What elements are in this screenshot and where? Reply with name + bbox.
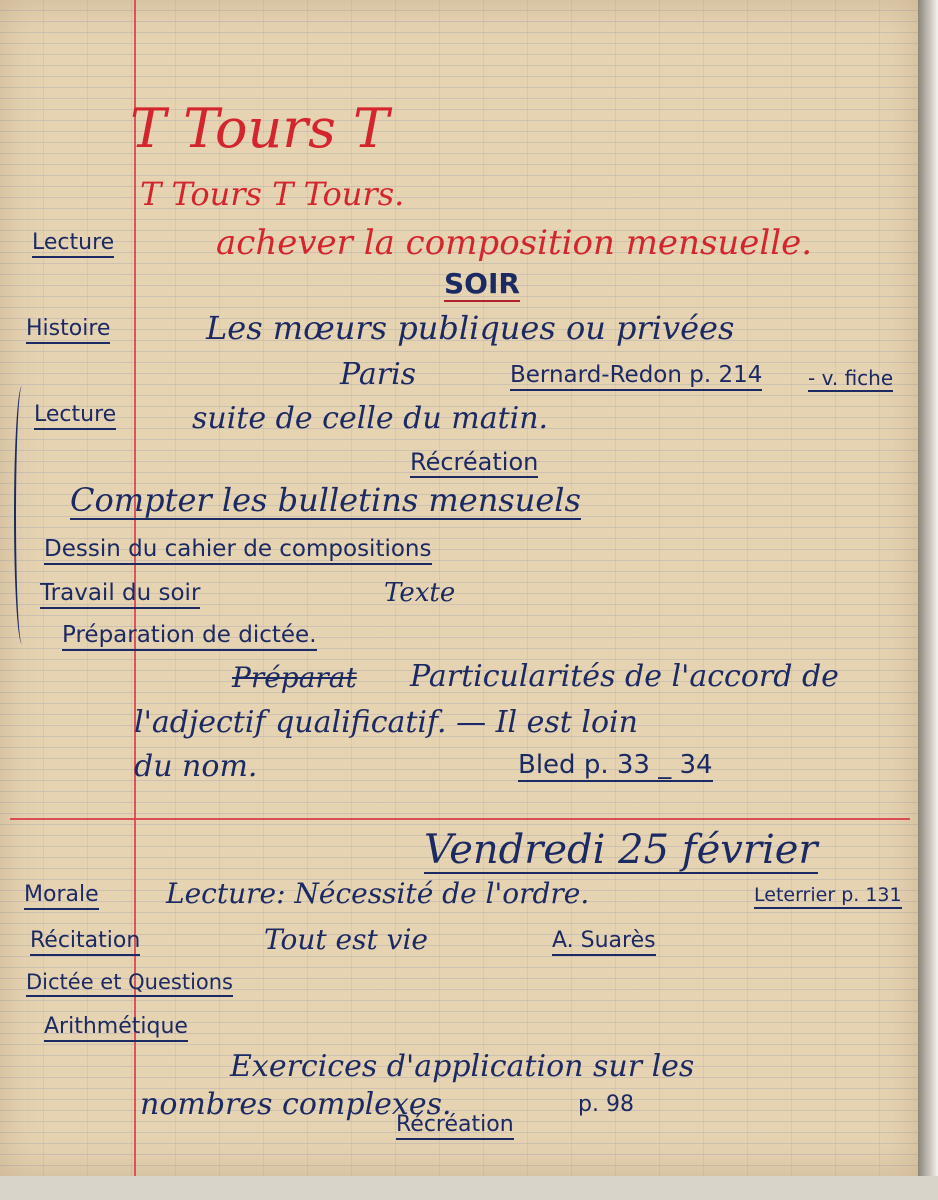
exercices-line2: nombres complexes. [140,1087,452,1122]
histoire-fiche: - v. fiche [808,366,894,390]
histoire-reference: Bernard-Redon p. 214 [510,364,762,391]
section-separator [10,818,910,820]
morale-reference: Leterrier p. 131 [754,886,902,909]
histoire-line1: Les mœurs publiques ou privées [206,309,735,347]
subject-lecture-morning: Lecture [32,232,114,258]
page-title: T Tours T [130,97,390,160]
travail-texte: Texte [384,578,456,608]
morale-text: Lecture: Nécessité de l'ordre. [166,877,590,910]
subject-arithmetique: Arithmétique [44,1016,188,1042]
recreation-evening: Récréation [410,448,539,476]
lecture-morning-text: achever la composition mensuelle. [216,223,813,263]
soir-heading: SOIR [444,267,520,300]
page-edge [918,0,938,1200]
accord-line2: l'adjectif qualificatif. — Il est loin [134,705,638,740]
scan-bottom-margin [0,1176,938,1200]
exercices-line1: Exercices d'application sur les [230,1049,695,1084]
page-reference: p. 98 [578,1092,634,1117]
subject-lecture-evening: Lecture [34,404,116,430]
preparation-dictee: Préparation de dictée. [62,624,317,651]
travail-du-soir: Travail du soir [40,582,200,609]
recreation-friday: Récréation [396,1114,514,1140]
compter-bulletins: Compter les bulletins mensuels [70,481,581,519]
dictee-questions: Dictée et Questions [26,972,233,997]
date-heading: Vendredi 25 février [424,827,818,873]
page-subtitle: T Tours T Tours. [140,175,405,213]
struck-word: Préparat [232,661,357,694]
bled-reference: Bled p. 33 _ 34 [518,750,713,780]
accord-line1: Particularités de l'accord de [410,659,839,694]
bracket-line [14,386,30,644]
recitation-author: A. Suarès [552,930,656,956]
subject-morale: Morale [24,884,99,910]
subject-histoire: Histoire [26,318,110,344]
recitation-title: Tout est vie [264,923,428,956]
subject-recitation: Récitation [30,930,140,956]
histoire-place: Paris [340,357,417,392]
accord-line3: du nom. [134,749,258,784]
lecture-evening-text: suite de celle du matin. [192,401,549,436]
dessin-line: Dessin du cahier de compositions [44,538,432,565]
